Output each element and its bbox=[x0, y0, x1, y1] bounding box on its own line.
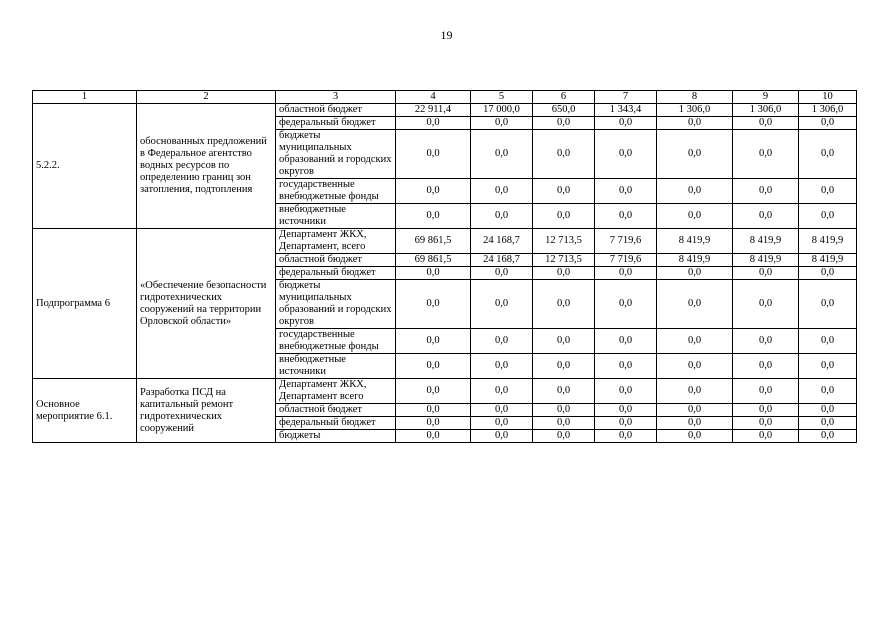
amount-cell: 0,0 bbox=[657, 130, 733, 179]
col-header-8: 8 bbox=[657, 91, 733, 104]
amount-cell: 0,0 bbox=[733, 280, 799, 329]
amount-cell: 0,0 bbox=[799, 130, 857, 179]
amount-cell: 7 719,6 bbox=[595, 229, 657, 254]
amount-cell: 0,0 bbox=[799, 117, 857, 130]
funding-source: Департамент ЖКХ, Департамент, всего bbox=[276, 229, 396, 254]
row-name: «Обеспечение безопасности гидротехнических сооружений на территории Орловской области» bbox=[137, 229, 276, 379]
col-header-7: 7 bbox=[595, 91, 657, 104]
amount-cell: 0,0 bbox=[799, 204, 857, 229]
amount-cell: 0,0 bbox=[471, 379, 533, 404]
amount-cell: 0,0 bbox=[396, 267, 471, 280]
amount-cell: 0,0 bbox=[657, 329, 733, 354]
row-code: Основное мероприятие 6.1. bbox=[33, 379, 137, 443]
amount-cell: 0,0 bbox=[657, 204, 733, 229]
col-header-9: 9 bbox=[733, 91, 799, 104]
amount-cell: 0,0 bbox=[657, 280, 733, 329]
amount-cell: 0,0 bbox=[595, 130, 657, 179]
amount-cell: 1 343,4 bbox=[595, 104, 657, 117]
amount-cell: 0,0 bbox=[733, 329, 799, 354]
amount-cell: 0,0 bbox=[733, 117, 799, 130]
row-code: 5.2.2. bbox=[33, 104, 137, 229]
funding-source: Департамент ЖКХ, Департамент всего bbox=[276, 379, 396, 404]
amount-cell: 0,0 bbox=[733, 379, 799, 404]
amount-cell: 0,0 bbox=[533, 379, 595, 404]
amount-cell: 0,0 bbox=[733, 204, 799, 229]
amount-cell: 0,0 bbox=[595, 179, 657, 204]
amount-cell: 0,0 bbox=[595, 267, 657, 280]
amount-cell: 0,0 bbox=[799, 329, 857, 354]
amount-cell: 0,0 bbox=[733, 354, 799, 379]
funding-source: внебюджетные источники bbox=[276, 204, 396, 229]
amount-cell: 0,0 bbox=[533, 280, 595, 329]
amount-cell: 12 713,5 bbox=[533, 254, 595, 267]
amount-cell: 0,0 bbox=[733, 130, 799, 179]
col-header-4: 4 bbox=[396, 91, 471, 104]
amount-cell: 8 419,9 bbox=[733, 254, 799, 267]
amount-cell: 0,0 bbox=[396, 280, 471, 329]
amount-cell: 7 719,6 bbox=[595, 254, 657, 267]
amount-cell: 0,0 bbox=[657, 117, 733, 130]
col-header-1: 1 bbox=[33, 91, 137, 104]
amount-cell: 0,0 bbox=[396, 354, 471, 379]
amount-cell: 17 000,0 bbox=[471, 104, 533, 117]
amount-cell: 0,0 bbox=[396, 379, 471, 404]
funding-source: областной бюджет bbox=[276, 254, 396, 267]
amount-cell: 24 168,7 bbox=[471, 229, 533, 254]
amount-cell: 0,0 bbox=[595, 417, 657, 430]
amount-cell: 0,0 bbox=[799, 354, 857, 379]
table-row bbox=[33, 229, 857, 254]
amount-cell: 0,0 bbox=[595, 354, 657, 379]
amount-cell: 0,0 bbox=[396, 430, 471, 443]
amount-cell: 0,0 bbox=[799, 404, 857, 417]
amount-cell: 0,0 bbox=[733, 267, 799, 280]
table-row bbox=[33, 379, 857, 404]
amount-cell: 0,0 bbox=[396, 179, 471, 204]
amount-cell: 8 419,9 bbox=[657, 254, 733, 267]
amount-cell: 0,0 bbox=[471, 179, 533, 204]
amount-cell: 0,0 bbox=[595, 280, 657, 329]
amount-cell: 0,0 bbox=[657, 404, 733, 417]
header-row bbox=[33, 91, 857, 104]
amount-cell: 0,0 bbox=[533, 404, 595, 417]
amount-cell: 0,0 bbox=[657, 179, 733, 204]
amount-cell: 69 861,5 bbox=[396, 254, 471, 267]
amount-cell: 0,0 bbox=[396, 417, 471, 430]
amount-cell: 0,0 bbox=[533, 204, 595, 229]
funding-source: областной бюджет bbox=[276, 404, 396, 417]
budget-table bbox=[32, 90, 857, 443]
col-header-10: 10 bbox=[799, 91, 857, 104]
amount-cell: 1 306,0 bbox=[799, 104, 857, 117]
amount-cell: 1 306,0 bbox=[733, 104, 799, 117]
amount-cell: 0,0 bbox=[733, 404, 799, 417]
amount-cell: 0,0 bbox=[533, 354, 595, 379]
amount-cell: 24 168,7 bbox=[471, 254, 533, 267]
funding-source: федеральный бюджет bbox=[276, 117, 396, 130]
funding-source: внебюджетные источники bbox=[276, 354, 396, 379]
amount-cell: 0,0 bbox=[799, 430, 857, 443]
amount-cell: 0,0 bbox=[471, 280, 533, 329]
funding-source: бюджеты bbox=[276, 430, 396, 443]
amount-cell: 0,0 bbox=[396, 130, 471, 179]
amount-cell: 0,0 bbox=[533, 430, 595, 443]
amount-cell: 0,0 bbox=[471, 404, 533, 417]
amount-cell: 1 306,0 bbox=[657, 104, 733, 117]
amount-cell: 0,0 bbox=[396, 117, 471, 130]
amount-cell: 650,0 bbox=[533, 104, 595, 117]
row-code: Подпрограмма 6 bbox=[33, 229, 137, 379]
amount-cell: 0,0 bbox=[471, 329, 533, 354]
funding-source: бюджеты муниципальных образований и городских округов bbox=[276, 130, 396, 179]
col-header-3: 3 bbox=[276, 91, 396, 104]
amount-cell: 0,0 bbox=[471, 267, 533, 280]
amount-cell: 0,0 bbox=[799, 280, 857, 329]
amount-cell: 0,0 bbox=[733, 417, 799, 430]
amount-cell: 0,0 bbox=[471, 130, 533, 179]
funding-source: государственные внебюджетные фонды bbox=[276, 329, 396, 354]
amount-cell: 0,0 bbox=[595, 379, 657, 404]
amount-cell: 0,0 bbox=[396, 404, 471, 417]
amount-cell: 0,0 bbox=[799, 267, 857, 280]
row-name: Разработка ПСД на капитальный ремонт гидротехнических сооружений bbox=[137, 379, 276, 443]
amount-cell: 8 419,9 bbox=[657, 229, 733, 254]
amount-cell: 0,0 bbox=[799, 379, 857, 404]
col-header-2: 2 bbox=[137, 91, 276, 104]
amount-cell: 0,0 bbox=[595, 430, 657, 443]
amount-cell: 0,0 bbox=[471, 117, 533, 130]
amount-cell: 0,0 bbox=[595, 329, 657, 354]
amount-cell: 0,0 bbox=[471, 417, 533, 430]
amount-cell: 0,0 bbox=[471, 204, 533, 229]
amount-cell: 0,0 bbox=[657, 354, 733, 379]
funding-source: бюджеты муниципальных образований и городских округов bbox=[276, 280, 396, 329]
amount-cell: 8 419,9 bbox=[799, 229, 857, 254]
col-header-5: 5 bbox=[471, 91, 533, 104]
funding-source: федеральный бюджет bbox=[276, 267, 396, 280]
row-name: обоснованных предложений в Федеральное агентство водных ресурсов по определению границ зон затопления, подтопления bbox=[137, 104, 276, 229]
amount-cell: 0,0 bbox=[396, 329, 471, 354]
amount-cell: 69 861,5 bbox=[396, 229, 471, 254]
amount-cell: 0,0 bbox=[533, 329, 595, 354]
col-header-6: 6 bbox=[533, 91, 595, 104]
amount-cell: 0,0 bbox=[657, 417, 733, 430]
amount-cell: 8 419,9 bbox=[733, 229, 799, 254]
amount-cell: 0,0 bbox=[733, 179, 799, 204]
amount-cell: 0,0 bbox=[533, 130, 595, 179]
amount-cell: 0,0 bbox=[595, 204, 657, 229]
amount-cell: 0,0 bbox=[471, 430, 533, 443]
amount-cell: 0,0 bbox=[533, 417, 595, 430]
funding-source: областной бюджет bbox=[276, 104, 396, 117]
amount-cell: 0,0 bbox=[657, 267, 733, 280]
table-row bbox=[33, 104, 857, 117]
table-body bbox=[33, 104, 857, 443]
amount-cell: 0,0 bbox=[533, 179, 595, 204]
funding-source: федеральный бюджет bbox=[276, 417, 396, 430]
amount-cell: 0,0 bbox=[471, 354, 533, 379]
amount-cell: 0,0 bbox=[533, 267, 595, 280]
amount-cell: 0,0 bbox=[733, 430, 799, 443]
amount-cell: 0,0 bbox=[396, 204, 471, 229]
amount-cell: 0,0 bbox=[657, 430, 733, 443]
amount-cell: 0,0 bbox=[799, 179, 857, 204]
amount-cell: 12 713,5 bbox=[533, 229, 595, 254]
amount-cell: 22 911,4 bbox=[396, 104, 471, 117]
amount-cell: 0,0 bbox=[595, 117, 657, 130]
amount-cell: 0,0 bbox=[799, 417, 857, 430]
amount-cell: 0,0 bbox=[657, 379, 733, 404]
amount-cell: 0,0 bbox=[595, 404, 657, 417]
funding-source: государственные внебюджетные фонды bbox=[276, 179, 396, 204]
amount-cell: 0,0 bbox=[533, 117, 595, 130]
page-number: 19 bbox=[440, 28, 453, 42]
amount-cell: 8 419,9 bbox=[799, 254, 857, 267]
